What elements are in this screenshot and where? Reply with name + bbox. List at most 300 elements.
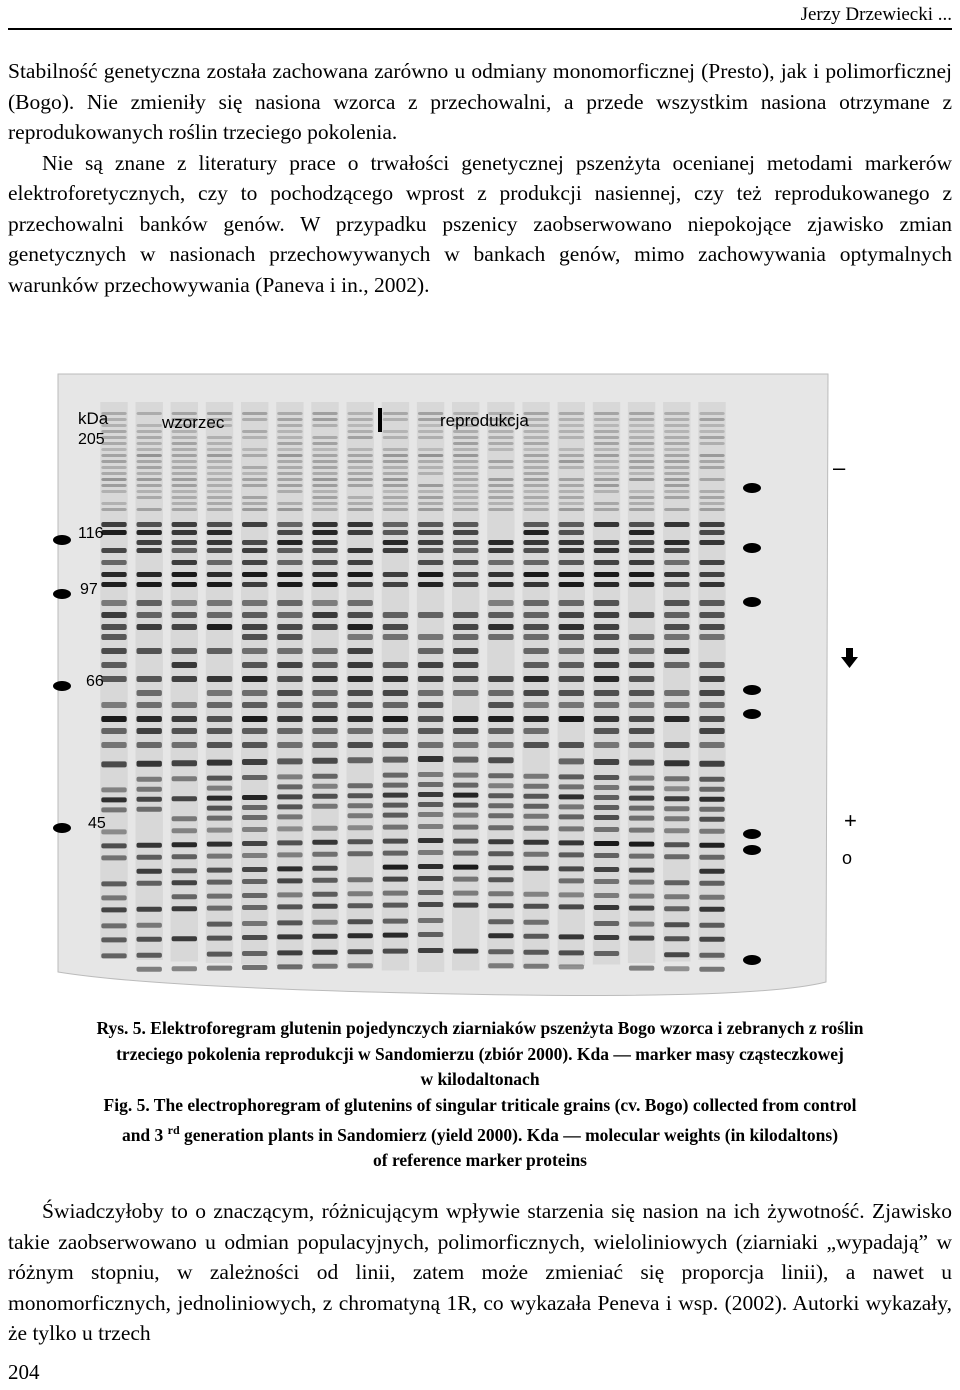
gel-band bbox=[594, 522, 619, 527]
gel-band bbox=[418, 864, 443, 869]
gel-band bbox=[348, 430, 373, 433]
gel-band bbox=[101, 881, 126, 886]
gel-band bbox=[594, 676, 619, 682]
gel-band bbox=[137, 424, 162, 427]
gel-band bbox=[453, 442, 478, 445]
gel-band bbox=[418, 812, 443, 817]
gel-band bbox=[453, 548, 478, 553]
gel-band bbox=[594, 867, 619, 872]
gel-band bbox=[453, 496, 478, 499]
gel-band bbox=[699, 690, 724, 696]
gel-band bbox=[629, 412, 654, 415]
gel-band bbox=[594, 805, 619, 810]
gel-band bbox=[383, 490, 408, 493]
gel-band bbox=[242, 624, 267, 630]
gel-band bbox=[664, 460, 689, 463]
gel-band bbox=[383, 813, 408, 818]
gel-band bbox=[277, 774, 302, 779]
gel-band bbox=[523, 522, 548, 527]
gel-band bbox=[172, 936, 197, 941]
gel-band bbox=[594, 841, 619, 846]
gel-band bbox=[312, 878, 337, 883]
gel-band bbox=[453, 448, 478, 451]
gel-band bbox=[172, 868, 197, 873]
gel-band bbox=[172, 624, 197, 630]
gel-band bbox=[523, 728, 548, 734]
gel-band bbox=[172, 530, 197, 535]
gel-band bbox=[488, 540, 513, 545]
gel-band bbox=[523, 934, 548, 939]
gel-band bbox=[418, 782, 443, 787]
gel-band bbox=[629, 648, 654, 654]
gel-band bbox=[629, 418, 654, 421]
gel-band bbox=[312, 624, 337, 630]
gel-band bbox=[488, 484, 513, 487]
gel-band bbox=[277, 436, 302, 439]
gel-band bbox=[559, 548, 584, 553]
gel-band bbox=[594, 508, 619, 511]
gel-band bbox=[523, 530, 548, 535]
gel-band bbox=[137, 490, 162, 493]
gel-band bbox=[207, 624, 232, 630]
gel-band bbox=[594, 742, 619, 748]
gel-band bbox=[137, 460, 162, 463]
gel-band bbox=[137, 787, 162, 792]
gel-band bbox=[207, 612, 232, 618]
gel-band bbox=[488, 757, 513, 763]
gel-band bbox=[488, 582, 513, 587]
gel-band bbox=[101, 937, 126, 942]
gel-band bbox=[699, 572, 724, 577]
gel-band bbox=[629, 522, 654, 527]
gel-band bbox=[277, 418, 302, 421]
gel-band bbox=[488, 442, 513, 445]
gel-band bbox=[488, 436, 513, 439]
gel-band bbox=[523, 690, 548, 696]
gel-band bbox=[418, 902, 443, 907]
gel-band bbox=[664, 508, 689, 511]
gel-band bbox=[383, 903, 408, 908]
gel-band bbox=[312, 662, 337, 668]
gel-band bbox=[594, 484, 619, 487]
gel-band bbox=[559, 804, 584, 809]
gel-band bbox=[312, 478, 337, 481]
gel-band bbox=[523, 648, 548, 654]
gel-lane bbox=[417, 402, 444, 972]
gel-band bbox=[594, 548, 619, 553]
gel-band bbox=[559, 934, 584, 939]
gel-band bbox=[523, 460, 548, 463]
gel-band bbox=[699, 634, 724, 640]
gel-band bbox=[664, 612, 689, 618]
gel-band bbox=[594, 716, 619, 722]
gel-band bbox=[699, 418, 724, 421]
separator-mark bbox=[378, 408, 382, 432]
gel-band bbox=[172, 560, 197, 565]
gel-band bbox=[172, 600, 197, 606]
gel-band bbox=[523, 826, 548, 831]
gel-band bbox=[172, 548, 197, 553]
gel-band bbox=[488, 825, 513, 830]
gel-band bbox=[594, 935, 619, 940]
gel-band bbox=[629, 816, 654, 821]
gel-band bbox=[453, 773, 478, 778]
gel-band bbox=[488, 877, 513, 882]
minus-symbol: – bbox=[833, 455, 846, 480]
gel-band bbox=[207, 460, 232, 463]
gel-band bbox=[207, 448, 232, 451]
gel-band bbox=[523, 676, 548, 682]
gel-band bbox=[207, 966, 232, 971]
gel-band bbox=[699, 436, 724, 439]
gel-band bbox=[101, 560, 126, 565]
gel-band bbox=[488, 793, 513, 798]
gel-band bbox=[418, 430, 443, 433]
gel-band bbox=[488, 803, 513, 808]
gel-band bbox=[594, 905, 619, 910]
gel-band bbox=[664, 966, 689, 971]
gel-band bbox=[242, 634, 267, 640]
figure-caption bbox=[8, 1016, 952, 1174]
gel-band bbox=[453, 865, 478, 870]
gel-band bbox=[664, 560, 689, 565]
gel-band bbox=[453, 430, 478, 433]
gel-band bbox=[594, 560, 619, 565]
gel-band bbox=[207, 728, 232, 734]
gel-band bbox=[418, 460, 443, 463]
gel-band bbox=[101, 843, 126, 848]
gel-band bbox=[699, 716, 724, 722]
gel-band bbox=[594, 785, 619, 790]
gel-band bbox=[629, 436, 654, 439]
gel-band bbox=[453, 436, 478, 439]
gel-band bbox=[383, 430, 408, 433]
gel-band bbox=[277, 454, 302, 457]
gel-band bbox=[277, 572, 302, 577]
gel-band bbox=[594, 442, 619, 445]
gel-band bbox=[559, 964, 584, 969]
gel-band bbox=[453, 676, 478, 682]
gel-band bbox=[137, 448, 162, 451]
gel-band bbox=[664, 522, 689, 527]
gel-band bbox=[312, 418, 337, 421]
gel-band bbox=[559, 612, 584, 618]
gel-band bbox=[699, 530, 724, 535]
gel-band bbox=[348, 690, 373, 696]
gel-band bbox=[137, 953, 162, 958]
gel-band bbox=[207, 478, 232, 481]
gel-band bbox=[594, 412, 619, 415]
gel-band bbox=[629, 702, 654, 708]
gel-band bbox=[559, 758, 584, 764]
gel-band bbox=[101, 787, 126, 792]
gel-band bbox=[101, 728, 126, 734]
gel-band bbox=[137, 508, 162, 511]
gel-band bbox=[383, 662, 408, 668]
gel-band bbox=[418, 948, 443, 953]
gel-band bbox=[523, 490, 548, 493]
gel-band bbox=[242, 478, 267, 481]
gel-band bbox=[312, 412, 337, 415]
gel-band bbox=[312, 794, 337, 799]
gel-band bbox=[664, 936, 689, 941]
gel-band bbox=[418, 890, 443, 895]
gel-band bbox=[699, 624, 724, 630]
gel-band bbox=[488, 702, 513, 708]
gel-band bbox=[488, 508, 513, 511]
gel-band bbox=[137, 496, 162, 499]
gel-band bbox=[488, 448, 513, 451]
gel-band bbox=[699, 787, 724, 792]
caption-pl-line2: trzeciego pokolenia reprodukcji w Sandomierzu (zbiór 2000). Kda — marker masy cząsteczkowej bbox=[116, 1043, 844, 1064]
gel-band bbox=[137, 923, 162, 928]
gel-band bbox=[277, 794, 302, 799]
gel-band bbox=[523, 794, 548, 799]
gel-band bbox=[101, 436, 126, 439]
gel-band bbox=[488, 716, 513, 722]
gel-band bbox=[418, 676, 443, 682]
gel-band bbox=[418, 662, 443, 668]
gel-band bbox=[453, 572, 478, 577]
gel-band bbox=[453, 690, 478, 696]
gel-band bbox=[488, 891, 513, 896]
gel-band bbox=[453, 478, 478, 481]
gel-band bbox=[137, 702, 162, 708]
gel-band bbox=[137, 466, 162, 469]
gel-band bbox=[629, 424, 654, 427]
gel-band bbox=[383, 522, 408, 527]
gel-band bbox=[137, 624, 162, 630]
gel-band bbox=[207, 786, 232, 791]
gel-band bbox=[348, 496, 373, 499]
gel-band bbox=[559, 448, 584, 451]
gel-lane bbox=[136, 402, 163, 972]
gel-band bbox=[383, 851, 408, 856]
gel-band bbox=[101, 612, 126, 618]
gel-band bbox=[101, 502, 126, 505]
gel-band bbox=[594, 490, 619, 493]
gel-band bbox=[242, 827, 267, 832]
gel-band bbox=[312, 466, 337, 469]
gel-band bbox=[277, 448, 302, 451]
gel-band bbox=[559, 466, 584, 469]
gel-band bbox=[488, 728, 513, 734]
caption-en-line2-b: generation plants in Sandomierz (yield 2000). Kda — molecular weights (in kilodaltons) bbox=[179, 1124, 839, 1145]
gel-band bbox=[523, 484, 548, 487]
gel-band bbox=[664, 454, 689, 457]
gel-band bbox=[312, 460, 337, 463]
gel-band bbox=[629, 430, 654, 433]
gel-band bbox=[277, 840, 302, 845]
gel-band bbox=[664, 816, 689, 821]
ladder-band bbox=[53, 589, 71, 599]
gel-band bbox=[664, 760, 689, 766]
gel-band bbox=[453, 582, 478, 587]
gel-band bbox=[418, 582, 443, 587]
gel-band bbox=[137, 807, 162, 812]
gel-band bbox=[172, 966, 197, 971]
gel-band bbox=[207, 868, 232, 873]
gel-band bbox=[172, 760, 197, 766]
gel-band bbox=[172, 460, 197, 463]
gel-band bbox=[453, 530, 478, 535]
gel-band bbox=[101, 430, 126, 433]
gel-band bbox=[172, 508, 197, 511]
gel-band bbox=[629, 472, 654, 475]
gel-band bbox=[383, 540, 408, 545]
gel-band bbox=[594, 540, 619, 545]
gel-band bbox=[559, 624, 584, 630]
gel-band bbox=[172, 572, 197, 577]
gel-band bbox=[312, 774, 337, 779]
gel-band bbox=[312, 934, 337, 939]
gel-band bbox=[418, 702, 443, 708]
gel-band bbox=[523, 582, 548, 587]
gel-band bbox=[559, 508, 584, 511]
gel-band bbox=[594, 634, 619, 640]
gel-band bbox=[418, 484, 443, 487]
gel-band bbox=[383, 690, 408, 696]
caption-en-line2-sup: rd bbox=[167, 1123, 180, 1137]
gel-band bbox=[312, 702, 337, 708]
gel-band bbox=[277, 814, 302, 819]
gel-band bbox=[594, 624, 619, 630]
gel-band bbox=[699, 540, 724, 545]
marker-205: 205 bbox=[78, 431, 105, 448]
gel-band bbox=[101, 624, 126, 630]
gel-band bbox=[523, 950, 548, 955]
gel-band bbox=[418, 742, 443, 748]
gel-band bbox=[523, 600, 548, 606]
gel-band bbox=[348, 484, 373, 487]
gel-band bbox=[453, 851, 478, 856]
gel-band bbox=[699, 881, 724, 886]
gel-band bbox=[277, 624, 302, 630]
gel-band bbox=[207, 484, 232, 487]
gel-band bbox=[699, 797, 724, 802]
gel-band bbox=[207, 796, 232, 801]
gel-band bbox=[348, 436, 373, 439]
gel-band bbox=[594, 662, 619, 668]
gel-band bbox=[699, 522, 724, 527]
gel-band bbox=[207, 582, 232, 587]
gel-band bbox=[664, 418, 689, 421]
gel-band bbox=[664, 442, 689, 445]
gel-band bbox=[629, 760, 654, 766]
gel-band bbox=[101, 582, 126, 587]
gel-band bbox=[277, 540, 302, 545]
gel-band bbox=[172, 776, 197, 781]
gel-band bbox=[664, 436, 689, 439]
gel-band bbox=[242, 612, 267, 618]
gel-band bbox=[383, 454, 408, 457]
gel-band bbox=[137, 472, 162, 475]
gel-band bbox=[629, 742, 654, 748]
gel-band bbox=[137, 530, 162, 535]
gel-band bbox=[383, 825, 408, 830]
paragraph-top-part1: Stabilność genetyczna została zachowana zarówno u odmiany monomorficznej (Presto), jak i polimorficznej (Bogo). Nie zmieniły się nasiona wzorca z przechowalni, a przede wszystkim nasiona otrzymane z reprodukowanych roślin trzeciego pokolenia. bbox=[8, 59, 952, 144]
gel-band bbox=[453, 793, 478, 798]
gel-band bbox=[312, 950, 337, 955]
gel-band bbox=[453, 716, 478, 722]
gel-band bbox=[488, 502, 513, 505]
gel-band bbox=[594, 728, 619, 734]
gel-band bbox=[523, 702, 548, 708]
gel-band bbox=[699, 953, 724, 958]
gel-band bbox=[453, 454, 478, 457]
gel-band bbox=[101, 548, 126, 553]
gel-band bbox=[664, 472, 689, 475]
gel-band bbox=[418, 454, 443, 457]
gel-band bbox=[559, 690, 584, 696]
gel-band bbox=[629, 828, 654, 833]
gel-band bbox=[488, 466, 513, 469]
gel-band bbox=[348, 742, 373, 748]
gel-band bbox=[207, 548, 232, 553]
gel-lane bbox=[487, 402, 514, 969]
gel-band bbox=[559, 496, 584, 499]
caption-pl-line1: Rys. 5. Elektroforegram glutenin pojedynczych ziarniaków pszenżyta Bogo wzorca i zebranych z roślin bbox=[96, 1018, 864, 1038]
gel-band bbox=[453, 742, 478, 748]
gel-band bbox=[559, 502, 584, 505]
gel-band bbox=[559, 418, 584, 421]
gel-band bbox=[629, 776, 654, 781]
gel-band bbox=[383, 949, 408, 954]
gel-band bbox=[242, 921, 267, 926]
gel-band bbox=[172, 648, 197, 654]
gel-band bbox=[348, 466, 373, 469]
gel-band bbox=[664, 430, 689, 433]
gel-band bbox=[559, 460, 584, 463]
gel-band bbox=[559, 794, 584, 799]
gel-band bbox=[242, 540, 267, 545]
gel-band bbox=[559, 530, 584, 535]
gel-band bbox=[559, 412, 584, 415]
gel-band bbox=[629, 922, 654, 927]
gel-band bbox=[383, 773, 408, 778]
gel-band bbox=[594, 502, 619, 505]
gel-band bbox=[559, 600, 584, 606]
gel-band bbox=[418, 540, 443, 545]
gel-band bbox=[383, 877, 408, 882]
gel-band bbox=[594, 418, 619, 421]
gel-band bbox=[629, 716, 654, 722]
gel-band bbox=[559, 784, 584, 789]
gel-band bbox=[101, 442, 126, 445]
gel-band bbox=[101, 716, 126, 722]
gel-band bbox=[172, 716, 197, 722]
gel-band bbox=[137, 881, 162, 886]
gel-band bbox=[699, 728, 724, 734]
gel-band bbox=[629, 936, 654, 941]
gel-band bbox=[242, 454, 267, 457]
gel-band bbox=[277, 600, 302, 606]
gel-band bbox=[559, 572, 584, 577]
gel-band bbox=[629, 466, 654, 469]
gel-band bbox=[277, 530, 302, 535]
gel-band bbox=[383, 865, 408, 870]
caption-en-line1: Fig. 5. The electrophoregram of glutenins of singular triticale grains (cv. Bogo) collected from control bbox=[103, 1094, 857, 1115]
gel-band bbox=[523, 662, 548, 668]
gel-band bbox=[418, 496, 443, 499]
gel-band bbox=[348, 716, 373, 722]
gel-band bbox=[629, 530, 654, 535]
gel-band bbox=[348, 418, 373, 421]
gel-band bbox=[594, 815, 619, 820]
gel-band bbox=[629, 548, 654, 553]
gel-band bbox=[207, 472, 232, 475]
gel-band bbox=[172, 540, 197, 545]
